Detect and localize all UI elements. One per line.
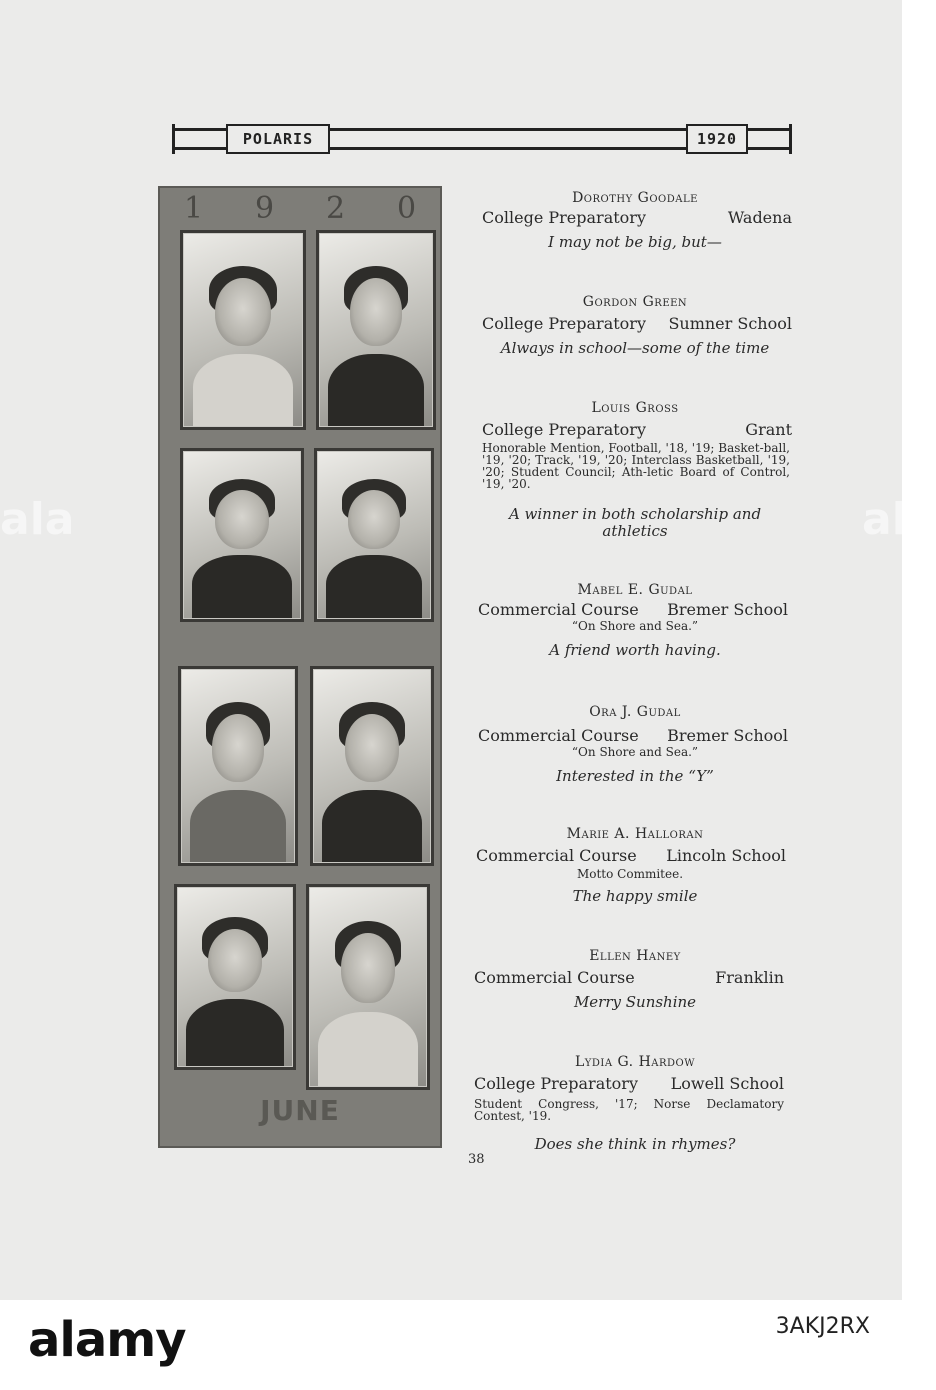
header-year: 1920 bbox=[686, 124, 748, 154]
student-school: Wadena bbox=[727, 208, 792, 227]
student-school: Lowell School bbox=[670, 1074, 784, 1093]
photo-panel bbox=[158, 186, 442, 1148]
year-digit: 2 bbox=[325, 190, 346, 226]
header-right-cap bbox=[784, 124, 792, 154]
student-notes: Motto Commitee. bbox=[576, 867, 684, 881]
student-course: Commercial Course bbox=[478, 726, 639, 745]
student-name: Gordon Green bbox=[582, 294, 688, 310]
student-course: College Preparatory bbox=[474, 1074, 638, 1093]
student-course: Commercial Course bbox=[476, 846, 637, 865]
panel-year bbox=[158, 190, 442, 226]
student-name: Ellen Haney bbox=[589, 948, 681, 964]
portrait-photo bbox=[178, 666, 298, 866]
photo-face bbox=[212, 714, 265, 782]
student-notes: “On Shore and Sea.” bbox=[571, 745, 699, 759]
student-name: Dorothy Goodale bbox=[572, 190, 698, 206]
student-course: College Preparatory bbox=[482, 314, 646, 333]
photo-clothing bbox=[190, 790, 286, 862]
year-digit: 1 bbox=[183, 190, 204, 226]
student-motto: Merry Sunshine bbox=[573, 993, 697, 1011]
photo-clothing bbox=[322, 790, 421, 862]
student-name: Ora J. Gudal bbox=[589, 704, 681, 720]
photo-clothing bbox=[192, 555, 291, 618]
student-school: Lincoln School bbox=[666, 846, 786, 865]
student-name: Marie A. Halloran bbox=[566, 826, 704, 842]
portrait-photo bbox=[310, 666, 434, 866]
watermark-left: ala bbox=[0, 494, 75, 545]
photo-face bbox=[350, 278, 403, 346]
photo-face bbox=[208, 929, 262, 992]
portrait-photo bbox=[180, 448, 304, 622]
student-school: Sumner School bbox=[668, 314, 792, 333]
photo-face bbox=[215, 278, 270, 346]
student-motto: A winner in both scholarship and athletics bbox=[508, 505, 762, 540]
page-number: 38 bbox=[468, 1152, 485, 1167]
student-course: College Preparatory bbox=[482, 420, 646, 439]
portrait-photo bbox=[180, 230, 306, 430]
year-digit: 0 bbox=[396, 190, 417, 226]
student-motto: The happy smile bbox=[572, 887, 698, 905]
panel-month: JUNE bbox=[260, 1094, 340, 1127]
stock-footer bbox=[0, 1300, 902, 1390]
student-motto: Does she think in rhymes? bbox=[534, 1135, 736, 1153]
stock-image-id: 3AKJ2RX bbox=[775, 1314, 870, 1339]
student-school: Grant bbox=[745, 420, 792, 439]
student-school: Bremer School bbox=[667, 600, 788, 619]
header-title: POLARIS bbox=[226, 124, 330, 154]
student-course: Commercial Course bbox=[474, 968, 635, 987]
portrait-photo bbox=[306, 884, 430, 1090]
student-motto: Always in school—some of the time bbox=[500, 339, 770, 357]
year-digit: 9 bbox=[254, 190, 275, 226]
student-name: Louis Gross bbox=[591, 400, 679, 416]
student-notes: Student Congress, '17; Norse Declamatory Contest, '19. bbox=[474, 1097, 784, 1123]
header-left-cap bbox=[172, 124, 180, 154]
student-name: Lydia G. Hardow bbox=[574, 1054, 696, 1070]
photo-face bbox=[348, 490, 401, 549]
watermark-right: ala bbox=[862, 494, 936, 545]
photo-clothing bbox=[193, 354, 294, 426]
photo-face bbox=[215, 490, 270, 549]
photo-face bbox=[341, 933, 396, 1003]
student-course: Commercial Course bbox=[478, 600, 639, 619]
photo-clothing bbox=[328, 354, 424, 426]
student-motto: A friend worth having. bbox=[549, 641, 721, 659]
student-motto: I may not be big, but— bbox=[548, 233, 722, 251]
student-school: Bremer School bbox=[667, 726, 788, 745]
student-notes: “On Shore and Sea.” bbox=[571, 619, 699, 633]
student-course: College Preparatory bbox=[482, 208, 646, 227]
photo-clothing bbox=[318, 1012, 417, 1086]
student-name: Mabel E. Gudal bbox=[577, 582, 693, 598]
stock-logo: alamy bbox=[28, 1312, 186, 1368]
student-motto: Interested in the “Y” bbox=[556, 767, 714, 785]
portrait-photo bbox=[314, 448, 434, 622]
student-notes: Honorable Mention, Football, '18, '19; Basket-ball, '19, '20; Track, '19, '20; Interclass Basketball, '19, '20; Student Council; Ath-letic Board of Control, '19, '20. bbox=[482, 441, 790, 491]
page-header bbox=[172, 124, 792, 154]
photo-face bbox=[345, 714, 400, 782]
photo-clothing bbox=[326, 555, 422, 618]
portrait-photo bbox=[174, 884, 296, 1070]
student-school: Franklin bbox=[715, 968, 784, 987]
photo-clothing bbox=[186, 999, 284, 1066]
portrait-photo bbox=[316, 230, 436, 430]
